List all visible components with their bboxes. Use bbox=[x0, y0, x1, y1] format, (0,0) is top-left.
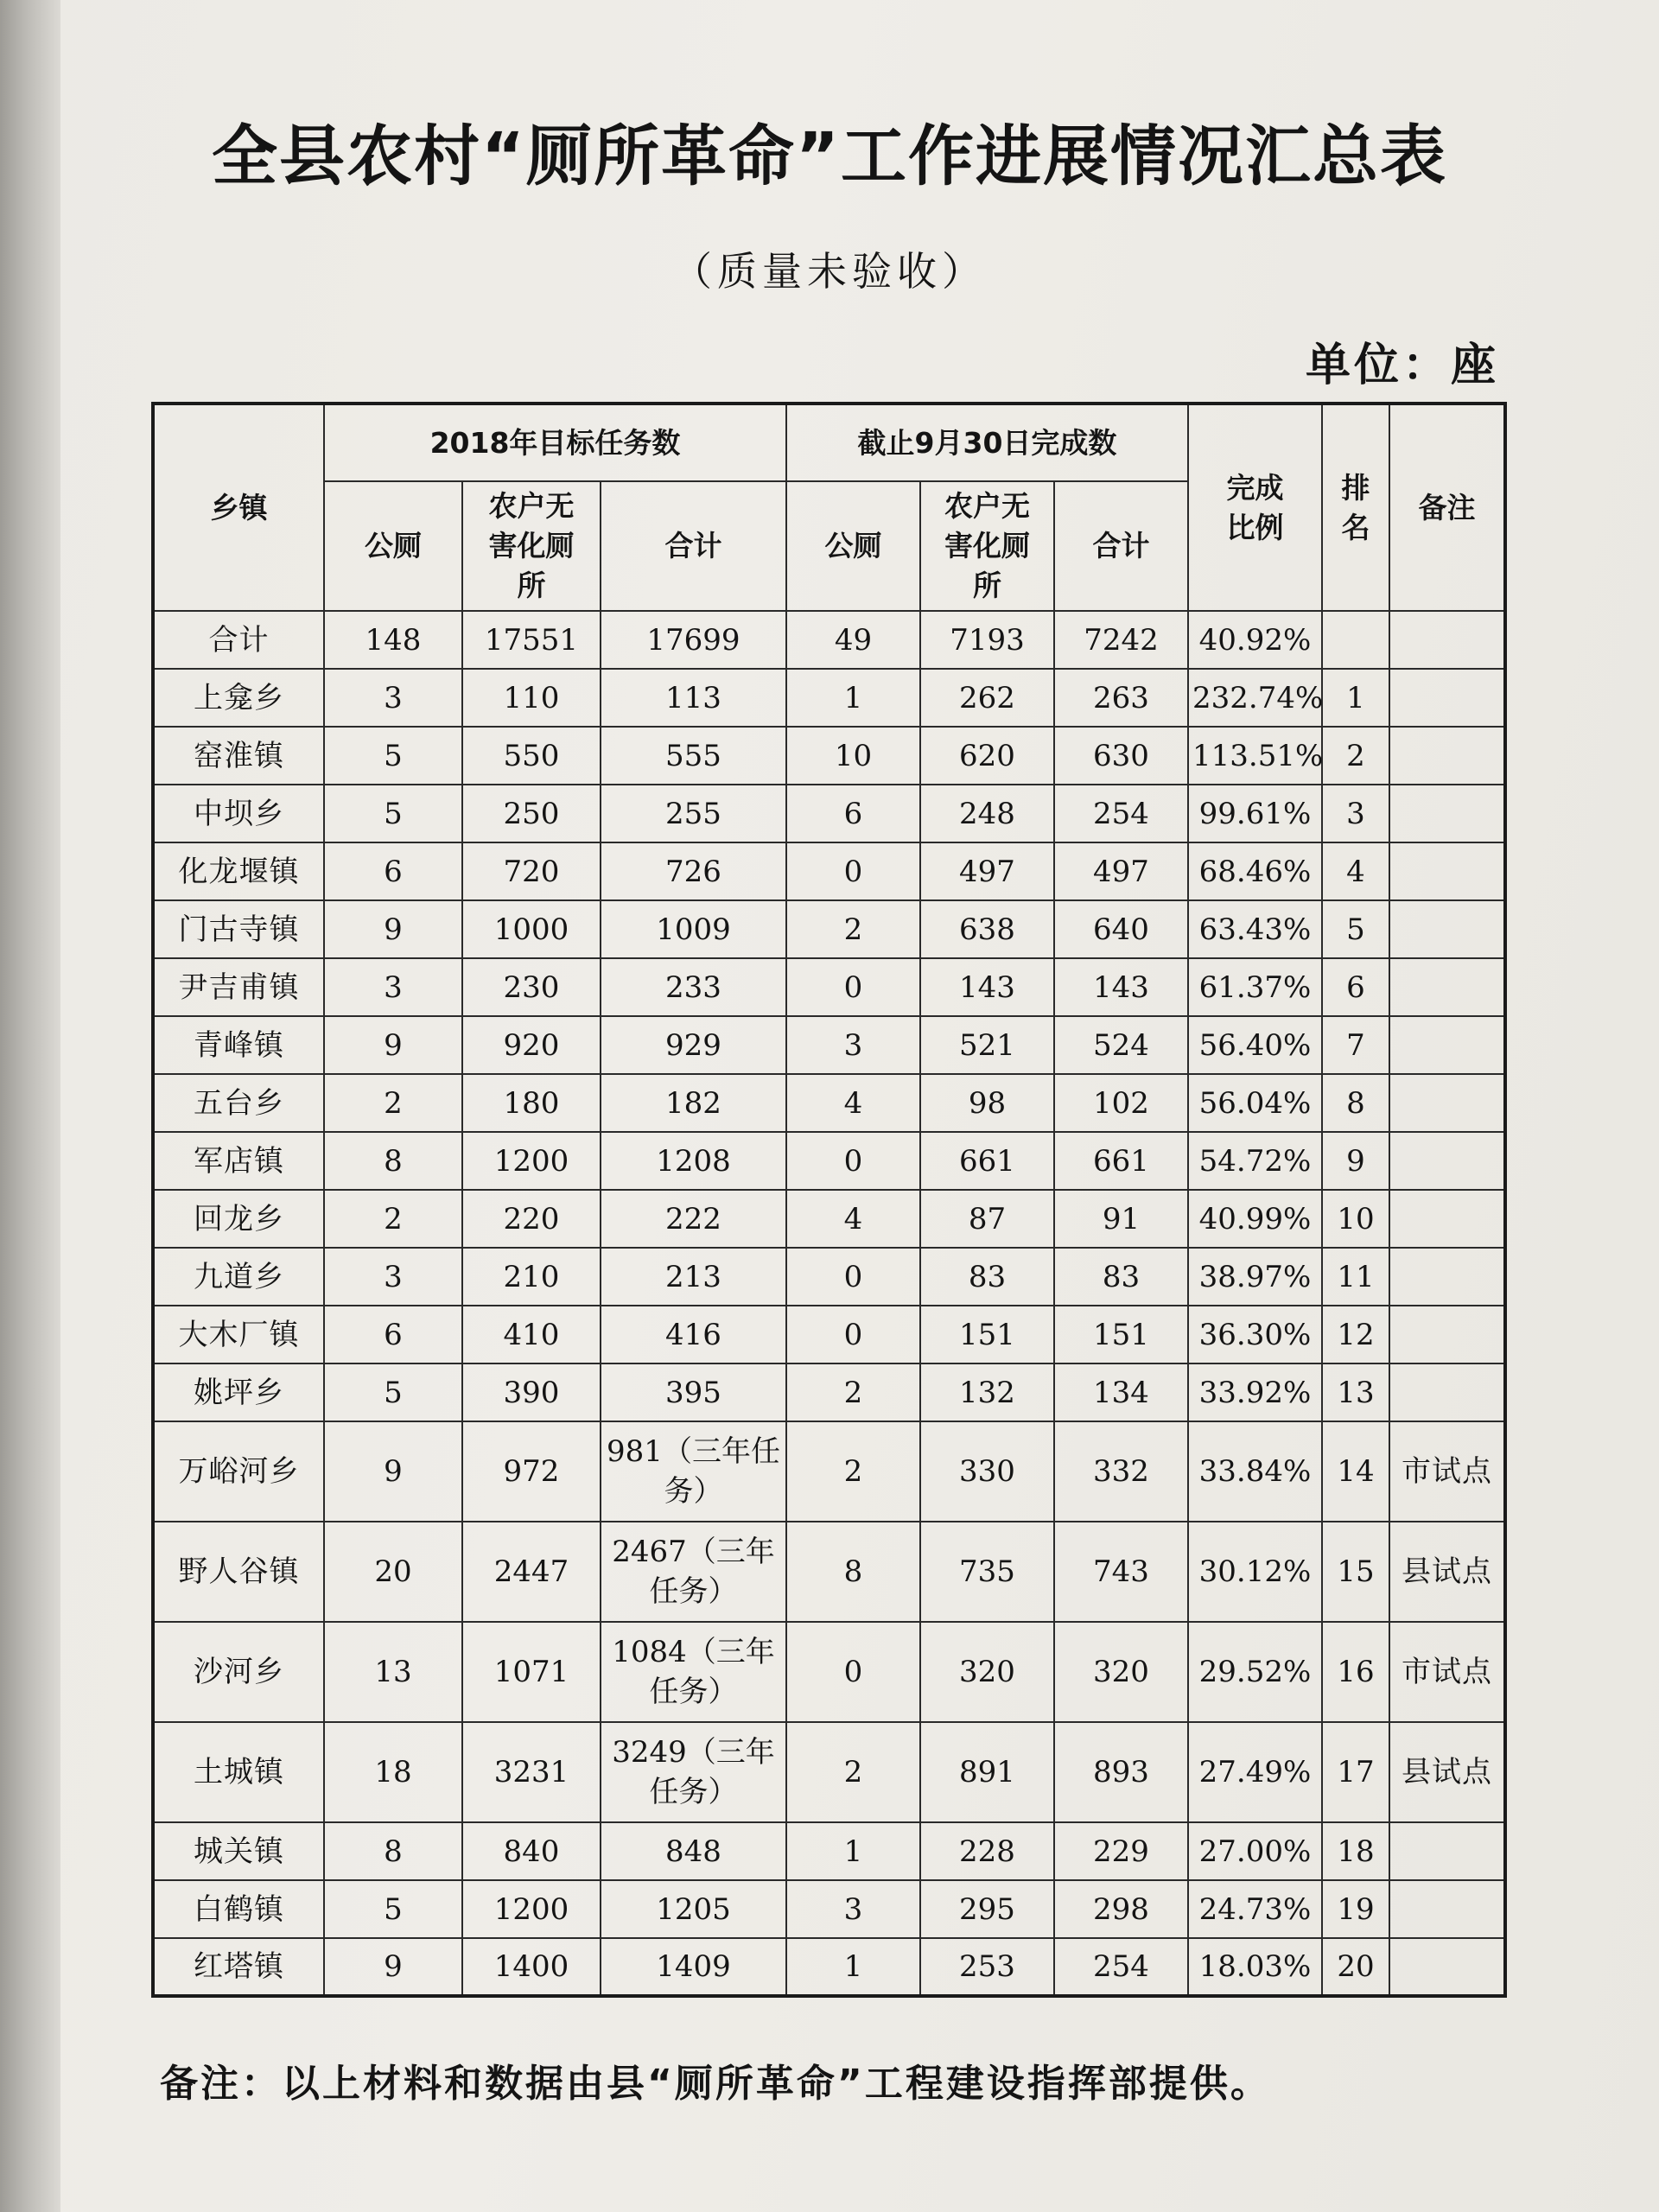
header-completed-total: 合计 bbox=[1054, 481, 1188, 611]
cell-completed-household: 620 bbox=[920, 727, 1054, 785]
cell-rank: 13 bbox=[1322, 1363, 1389, 1421]
cell-rank: 2 bbox=[1322, 727, 1389, 785]
cell-rank: 20 bbox=[1322, 1938, 1389, 1996]
cell-target-public: 2 bbox=[324, 1074, 462, 1132]
cell-town: 红塔镇 bbox=[153, 1938, 324, 1996]
cell-target-public: 9 bbox=[324, 1421, 462, 1522]
cell-rank: 1 bbox=[1322, 669, 1389, 727]
header-completed-group: 截止9月30日完成数 bbox=[786, 404, 1188, 481]
header-target-group: 2018年目标任务数 bbox=[324, 404, 786, 481]
table-row bbox=[153, 1880, 1505, 1938]
cell-target-public: 6 bbox=[324, 842, 462, 900]
cell-target-total: 17699 bbox=[601, 611, 786, 669]
cell-completed-total: 893 bbox=[1054, 1722, 1188, 1822]
cell-completion-ratio: 24.73% bbox=[1188, 1880, 1322, 1938]
table-row bbox=[153, 669, 1505, 727]
cell-target-public: 6 bbox=[324, 1306, 462, 1363]
cell-town: 大木厂镇 bbox=[153, 1306, 324, 1363]
header-target-public: 公厕 bbox=[324, 481, 462, 611]
cell-completed-public: 0 bbox=[786, 1132, 920, 1190]
cell-remark bbox=[1389, 1248, 1505, 1306]
cell-completion-ratio: 56.40% bbox=[1188, 1016, 1322, 1074]
cell-rank: 3 bbox=[1322, 785, 1389, 842]
cell-town: 万峪河乡 bbox=[153, 1421, 324, 1522]
header-target-household bbox=[462, 481, 601, 611]
cell-remark bbox=[1389, 1016, 1505, 1074]
table-row bbox=[153, 785, 1505, 842]
cell-target-public: 5 bbox=[324, 1880, 462, 1938]
cell-target-household: 720 bbox=[462, 842, 601, 900]
cell-completion-ratio: 40.99% bbox=[1188, 1190, 1322, 1248]
cell-completed-total: 134 bbox=[1054, 1363, 1188, 1421]
cell-completed-public: 4 bbox=[786, 1074, 920, 1132]
cell-completed-public: 0 bbox=[786, 1248, 920, 1306]
cell-completed-total: 497 bbox=[1054, 842, 1188, 900]
summary-table bbox=[151, 402, 1507, 1998]
cell-remark bbox=[1389, 842, 1505, 900]
cell-completed-household: 497 bbox=[920, 842, 1054, 900]
cell-target-total: 2467（三年任务） bbox=[601, 1522, 786, 1622]
table-row bbox=[153, 1421, 1505, 1522]
cell-completion-ratio: 38.97% bbox=[1188, 1248, 1322, 1306]
cell-target-public: 9 bbox=[324, 900, 462, 958]
cell-target-household: 250 bbox=[462, 785, 601, 842]
table-row bbox=[153, 958, 1505, 1016]
cell-completed-household: 735 bbox=[920, 1522, 1054, 1622]
cell-target-total: 1208 bbox=[601, 1132, 786, 1190]
cell-target-public: 2 bbox=[324, 1190, 462, 1248]
cell-completed-public: 2 bbox=[786, 1363, 920, 1421]
cell-target-household: 920 bbox=[462, 1016, 601, 1074]
cell-town: 城关镇 bbox=[153, 1822, 324, 1880]
cell-completed-household: 295 bbox=[920, 1880, 1054, 1938]
cell-target-total: 726 bbox=[601, 842, 786, 900]
cell-target-household: 1000 bbox=[462, 900, 601, 958]
cell-remark bbox=[1389, 1132, 1505, 1190]
cell-remark bbox=[1389, 1190, 1505, 1248]
cell-town: 回龙乡 bbox=[153, 1190, 324, 1248]
cell-target-public: 5 bbox=[324, 785, 462, 842]
header-target-household-label: 农户无害化厕所 bbox=[488, 489, 575, 602]
cell-target-household: 3231 bbox=[462, 1722, 601, 1822]
cell-remark bbox=[1389, 1306, 1505, 1363]
table-body bbox=[153, 611, 1505, 1996]
book-spine bbox=[0, 0, 60, 2212]
cell-completed-household: 228 bbox=[920, 1822, 1054, 1880]
cell-completed-total: 151 bbox=[1054, 1306, 1188, 1363]
cell-remark bbox=[1389, 958, 1505, 1016]
cell-town: 姚坪乡 bbox=[153, 1363, 324, 1421]
cell-remark: 市试点 bbox=[1389, 1622, 1505, 1722]
table-row bbox=[153, 1622, 1505, 1722]
cell-completed-household: 7193 bbox=[920, 611, 1054, 669]
cell-town: 尹吉甫镇 bbox=[153, 958, 324, 1016]
cell-completion-ratio: 29.52% bbox=[1188, 1622, 1322, 1722]
cell-completion-ratio: 54.72% bbox=[1188, 1132, 1322, 1190]
table-row bbox=[153, 1074, 1505, 1132]
cell-completion-ratio: 99.61% bbox=[1188, 785, 1322, 842]
cell-town: 五台乡 bbox=[153, 1074, 324, 1132]
table-row bbox=[153, 1822, 1505, 1880]
cell-completed-household: 262 bbox=[920, 669, 1054, 727]
cell-target-household: 390 bbox=[462, 1363, 601, 1421]
cell-rank: 16 bbox=[1322, 1622, 1389, 1722]
table-row bbox=[153, 1132, 1505, 1190]
cell-completed-public: 3 bbox=[786, 1016, 920, 1074]
cell-completed-public: 1 bbox=[786, 1822, 920, 1880]
cell-remark bbox=[1389, 785, 1505, 842]
cell-town: 门古寺镇 bbox=[153, 900, 324, 958]
cell-completed-public: 1 bbox=[786, 669, 920, 727]
cell-town: 九道乡 bbox=[153, 1248, 324, 1306]
cell-completed-household: 248 bbox=[920, 785, 1054, 842]
cell-target-total: 555 bbox=[601, 727, 786, 785]
cell-completion-ratio: 68.46% bbox=[1188, 842, 1322, 900]
table-row bbox=[153, 1938, 1505, 1996]
header-completed-public: 公厕 bbox=[786, 481, 920, 611]
cell-completed-public: 0 bbox=[786, 958, 920, 1016]
cell-completed-public: 8 bbox=[786, 1522, 920, 1622]
cell-completion-ratio: 61.37% bbox=[1188, 958, 1322, 1016]
cell-town: 野人谷镇 bbox=[153, 1522, 324, 1622]
cell-target-household: 410 bbox=[462, 1306, 601, 1363]
cell-remark bbox=[1389, 1074, 1505, 1132]
cell-target-total: 416 bbox=[601, 1306, 786, 1363]
cell-completed-total: 320 bbox=[1054, 1622, 1188, 1722]
cell-rank: 11 bbox=[1322, 1248, 1389, 1306]
table-row bbox=[153, 1522, 1505, 1622]
cell-rank: 7 bbox=[1322, 1016, 1389, 1074]
cell-target-household: 1400 bbox=[462, 1938, 601, 1996]
cell-completed-total: 254 bbox=[1054, 785, 1188, 842]
cell-target-total: 113 bbox=[601, 669, 786, 727]
cell-remark: 市试点 bbox=[1389, 1421, 1505, 1522]
cell-completed-household: 151 bbox=[920, 1306, 1054, 1363]
table-row bbox=[153, 727, 1505, 785]
cell-target-public: 5 bbox=[324, 727, 462, 785]
table-header bbox=[153, 404, 1505, 611]
cell-completed-total: 83 bbox=[1054, 1248, 1188, 1306]
cell-target-total: 1084（三年任务） bbox=[601, 1622, 786, 1722]
cell-town: 化龙堰镇 bbox=[153, 842, 324, 900]
cell-completion-ratio: 113.51% bbox=[1188, 727, 1322, 785]
cell-target-total: 222 bbox=[601, 1190, 786, 1248]
cell-target-total: 3249（三年任务） bbox=[601, 1722, 786, 1822]
cell-town: 军店镇 bbox=[153, 1132, 324, 1190]
cell-completed-public: 1 bbox=[786, 1938, 920, 1996]
header-rank-label: 排名 bbox=[1341, 470, 1370, 544]
cell-completed-total: 102 bbox=[1054, 1074, 1188, 1132]
cell-rank: 10 bbox=[1322, 1190, 1389, 1248]
cell-target-household: 220 bbox=[462, 1190, 601, 1248]
cell-town: 窑淮镇 bbox=[153, 727, 324, 785]
cell-remark: 县试点 bbox=[1389, 1522, 1505, 1622]
cell-completed-public: 2 bbox=[786, 1722, 920, 1822]
cell-target-household: 2447 bbox=[462, 1522, 601, 1622]
cell-town: 白鹤镇 bbox=[153, 1880, 324, 1938]
cell-completed-public: 0 bbox=[786, 1306, 920, 1363]
cell-target-total: 929 bbox=[601, 1016, 786, 1074]
cell-remark: 县试点 bbox=[1389, 1722, 1505, 1822]
header-remark: 备注 bbox=[1389, 404, 1505, 611]
cell-rank bbox=[1322, 611, 1389, 669]
cell-completed-public: 0 bbox=[786, 1622, 920, 1722]
table-row bbox=[153, 1248, 1505, 1306]
cell-target-public: 18 bbox=[324, 1722, 462, 1822]
cell-completed-household: 521 bbox=[920, 1016, 1054, 1074]
header-rank bbox=[1322, 404, 1389, 611]
unit-label: 单位：座 bbox=[1305, 340, 1499, 391]
cell-target-public: 9 bbox=[324, 1016, 462, 1074]
cell-completion-ratio: 232.74% bbox=[1188, 669, 1322, 727]
cell-target-public: 20 bbox=[324, 1522, 462, 1622]
cell-remark bbox=[1389, 669, 1505, 727]
cell-completed-public: 4 bbox=[786, 1190, 920, 1248]
cell-target-public: 8 bbox=[324, 1132, 462, 1190]
cell-completed-public: 0 bbox=[786, 842, 920, 900]
table-row bbox=[153, 1190, 1505, 1248]
cell-completion-ratio: 36.30% bbox=[1188, 1306, 1322, 1363]
cell-completed-total: 91 bbox=[1054, 1190, 1188, 1248]
cell-target-total: 182 bbox=[601, 1074, 786, 1132]
cell-completed-household: 661 bbox=[920, 1132, 1054, 1190]
cell-remark bbox=[1389, 611, 1505, 669]
cell-target-household: 110 bbox=[462, 669, 601, 727]
cell-target-total: 255 bbox=[601, 785, 786, 842]
cell-target-household: 972 bbox=[462, 1421, 601, 1522]
cell-target-household: 17551 bbox=[462, 611, 601, 669]
cell-target-total: 1409 bbox=[601, 1938, 786, 1996]
cell-rank: 17 bbox=[1322, 1722, 1389, 1822]
cell-completed-household: 143 bbox=[920, 958, 1054, 1016]
cell-completion-ratio: 27.00% bbox=[1188, 1822, 1322, 1880]
cell-town: 沙河乡 bbox=[153, 1622, 324, 1722]
cell-rank: 9 bbox=[1322, 1132, 1389, 1190]
cell-town: 上龛乡 bbox=[153, 669, 324, 727]
page-title: 全县农村“厕所革命”工作进展情况汇总表 bbox=[212, 118, 1447, 194]
cell-target-public: 3 bbox=[324, 1248, 462, 1306]
cell-completed-public: 3 bbox=[786, 1880, 920, 1938]
table-row bbox=[153, 900, 1505, 958]
header-ratio-label: 完成比例 bbox=[1226, 470, 1284, 544]
cell-rank: 6 bbox=[1322, 958, 1389, 1016]
cell-target-total: 233 bbox=[601, 958, 786, 1016]
table-row bbox=[153, 1016, 1505, 1074]
cell-completion-ratio: 63.43% bbox=[1188, 900, 1322, 958]
cell-completion-ratio: 30.12% bbox=[1188, 1522, 1322, 1622]
cell-town: 合计 bbox=[153, 611, 324, 669]
footer-note: 备注：以上材料和数据由县“厕所革命”工程建设指挥部提供。 bbox=[160, 2062, 1271, 2106]
header-target-total: 合计 bbox=[601, 481, 786, 611]
table-row-total bbox=[153, 611, 1505, 669]
cell-target-household: 1200 bbox=[462, 1880, 601, 1938]
cell-target-household: 1200 bbox=[462, 1132, 601, 1190]
table-row bbox=[153, 1306, 1505, 1363]
cell-completed-household: 83 bbox=[920, 1248, 1054, 1306]
cell-target-household: 1071 bbox=[462, 1622, 601, 1722]
cell-remark bbox=[1389, 727, 1505, 785]
cell-target-public: 3 bbox=[324, 669, 462, 727]
cell-remark bbox=[1389, 1822, 1505, 1880]
cell-rank: 14 bbox=[1322, 1421, 1389, 1522]
cell-completed-public: 49 bbox=[786, 611, 920, 669]
cell-target-public: 3 bbox=[324, 958, 462, 1016]
cell-rank: 4 bbox=[1322, 842, 1389, 900]
cell-completed-household: 891 bbox=[920, 1722, 1054, 1822]
cell-target-household: 210 bbox=[462, 1248, 601, 1306]
cell-target-household: 840 bbox=[462, 1822, 601, 1880]
cell-completed-total: 143 bbox=[1054, 958, 1188, 1016]
cell-town: 土城镇 bbox=[153, 1722, 324, 1822]
cell-town: 中坝乡 bbox=[153, 785, 324, 842]
cell-target-public: 13 bbox=[324, 1622, 462, 1722]
cell-target-public: 9 bbox=[324, 1938, 462, 1996]
cell-rank: 18 bbox=[1322, 1822, 1389, 1880]
table-row bbox=[153, 842, 1505, 900]
cell-completed-total: 661 bbox=[1054, 1132, 1188, 1190]
cell-completed-public: 2 bbox=[786, 900, 920, 958]
cell-completion-ratio: 18.03% bbox=[1188, 1938, 1322, 1996]
cell-completed-total: 263 bbox=[1054, 669, 1188, 727]
cell-remark bbox=[1389, 900, 1505, 958]
table-row bbox=[153, 1363, 1505, 1421]
cell-completed-total: 524 bbox=[1054, 1016, 1188, 1074]
cell-completed-public: 2 bbox=[786, 1421, 920, 1522]
cell-target-public: 8 bbox=[324, 1822, 462, 1880]
cell-completion-ratio: 33.92% bbox=[1188, 1363, 1322, 1421]
cell-completed-household: 87 bbox=[920, 1190, 1054, 1248]
cell-target-total: 213 bbox=[601, 1248, 786, 1306]
cell-completion-ratio: 40.92% bbox=[1188, 611, 1322, 669]
cell-completed-household: 320 bbox=[920, 1622, 1054, 1722]
cell-completion-ratio: 56.04% bbox=[1188, 1074, 1322, 1132]
cell-completed-household: 330 bbox=[920, 1421, 1054, 1522]
header-completed-household bbox=[920, 481, 1054, 611]
cell-completed-household: 98 bbox=[920, 1074, 1054, 1132]
cell-completed-public: 6 bbox=[786, 785, 920, 842]
cell-target-household: 230 bbox=[462, 958, 601, 1016]
cell-completed-total: 229 bbox=[1054, 1822, 1188, 1880]
cell-completed-total: 254 bbox=[1054, 1938, 1188, 1996]
cell-target-public: 5 bbox=[324, 1363, 462, 1421]
cell-completed-total: 298 bbox=[1054, 1880, 1188, 1938]
cell-completed-household: 253 bbox=[920, 1938, 1054, 1996]
cell-target-total: 848 bbox=[601, 1822, 786, 1880]
cell-completion-ratio: 27.49% bbox=[1188, 1722, 1322, 1822]
header-town: 乡镇 bbox=[153, 404, 324, 611]
cell-target-total: 1009 bbox=[601, 900, 786, 958]
cell-rank: 5 bbox=[1322, 900, 1389, 958]
cell-completed-household: 132 bbox=[920, 1363, 1054, 1421]
cell-remark bbox=[1389, 1363, 1505, 1421]
cell-rank: 12 bbox=[1322, 1306, 1389, 1363]
cell-completed-total: 7242 bbox=[1054, 611, 1188, 669]
cell-target-total: 981（三年任务） bbox=[601, 1421, 786, 1522]
page-subtitle: （质量未验收） bbox=[672, 248, 987, 295]
cell-completed-household: 638 bbox=[920, 900, 1054, 958]
cell-target-total: 395 bbox=[601, 1363, 786, 1421]
cell-completed-total: 640 bbox=[1054, 900, 1188, 958]
cell-completed-total: 743 bbox=[1054, 1522, 1188, 1622]
cell-remark bbox=[1389, 1938, 1505, 1996]
table-row bbox=[153, 1722, 1505, 1822]
cell-completed-public: 10 bbox=[786, 727, 920, 785]
cell-completed-total: 332 bbox=[1054, 1421, 1188, 1522]
cell-rank: 8 bbox=[1322, 1074, 1389, 1132]
header-completed-household-label: 农户无害化厕所 bbox=[944, 489, 1030, 602]
cell-target-total: 1205 bbox=[601, 1880, 786, 1938]
cell-target-public: 148 bbox=[324, 611, 462, 669]
cell-completion-ratio: 33.84% bbox=[1188, 1421, 1322, 1522]
header-ratio bbox=[1188, 404, 1322, 611]
cell-rank: 15 bbox=[1322, 1522, 1389, 1622]
cell-target-household: 180 bbox=[462, 1074, 601, 1132]
cell-target-household: 550 bbox=[462, 727, 601, 785]
cell-town: 青峰镇 bbox=[153, 1016, 324, 1074]
cell-completed-total: 630 bbox=[1054, 727, 1188, 785]
cell-remark bbox=[1389, 1880, 1505, 1938]
cell-rank: 19 bbox=[1322, 1880, 1389, 1938]
